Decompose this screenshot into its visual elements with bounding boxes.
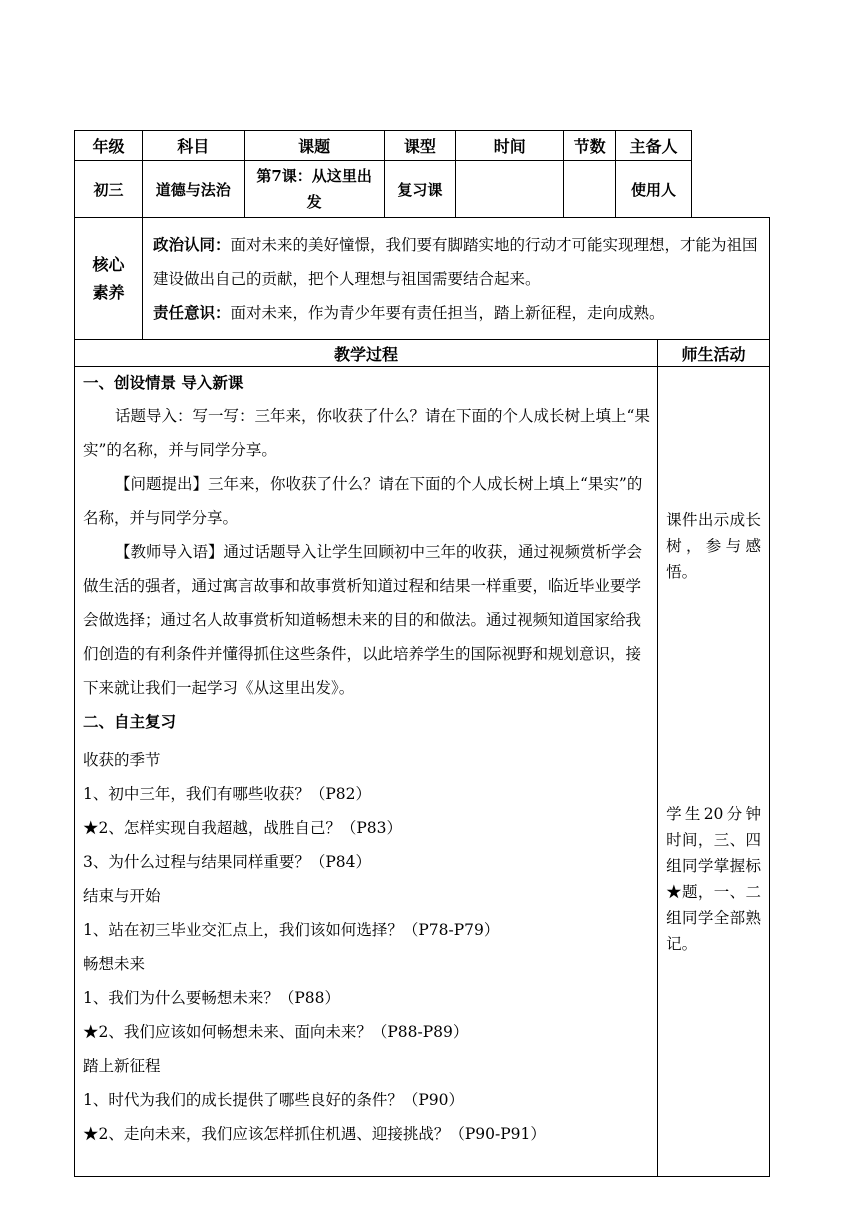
review-item: 踏上新征程 <box>83 1057 161 1075</box>
periods-header: 节数 <box>564 131 616 161</box>
topic-header: 课题 <box>244 131 384 161</box>
activity-2: 学生20分钟时间，三、四组同学掌握标★题，一、二组同学全部熟记。 <box>666 805 761 953</box>
activity-header: 师生活动 <box>658 340 770 367</box>
lead-preparer-header: 主备人 <box>616 131 692 161</box>
review-item: 结束与开始 <box>83 887 161 905</box>
political-identity-text: 面对未来的美好憧憬，我们要有脚踏实地的行动才可能实现理想，才能为祖国建设做出自己的贡献，把个人理想与祖国需要结合起来。 <box>152 235 758 288</box>
review-item: 1、时代为我们的成长提供了哪些良好的条件？（P90） <box>83 1091 465 1109</box>
core-literacy-content <box>142 218 769 340</box>
review-item: ★2、怎样实现自我超越，战胜自己？（P83） <box>83 819 403 837</box>
time-value <box>456 161 564 218</box>
responsibility-text: 面对未来，作为青少年要有责任担当，踏上新征程，走向成熟。 <box>230 303 665 322</box>
teacher-intro: 【教师导入语】通过话题导入让学生回顾初中三年的收获，通过视频赏析学会做生活的强者，通过寓言故事和故事赏析知道过程和结果一样重要，临近毕业要学会做选择；通过名人故事赏析知道畅想未来的目的和做法。通过视频知道国家给我们创造的有利条件并懂得抓住这些条件，以此培养学生的国际视野和规划意识，接下来就让我们一起学习《从这里出发》。 <box>83 543 643 697</box>
political-identity <box>153 228 759 296</box>
political-identity-label: 政治认同： <box>152 234 231 254</box>
info-table <box>74 130 692 218</box>
lesson-plan <box>74 130 770 1177</box>
review-item: 3、为什么过程与结果同样重要？（P84） <box>83 853 372 871</box>
review-item: ★2、走向未来，我们应该怎样抓住机遇、迎接挑战？（P90-P91） <box>83 1125 546 1143</box>
teaching-process-header: 教学过程 <box>75 340 658 367</box>
grade-header: 年级 <box>75 131 143 161</box>
question-raised: 【问题提出】三年来，你收获了什么？请在下面的个人成长树上填上“果实”的名称，并与同学分享。 <box>83 475 643 527</box>
lesson-type-header: 课型 <box>384 131 456 161</box>
topic-value: 第7课：从这里出发 <box>244 161 384 218</box>
responsibility <box>153 296 759 330</box>
user-label: 使用人 <box>616 161 692 218</box>
process-table <box>74 339 770 1177</box>
review-item: 收获的季节 <box>83 751 161 769</box>
review-item: 1、我们为什么要畅想未来？（P88） <box>83 989 341 1007</box>
subject-value: 道德与法治 <box>142 161 244 218</box>
periods-value <box>564 161 616 218</box>
review-item: 1、初中三年，我们有哪些收获？（P82） <box>83 785 372 803</box>
core-literacy-table <box>74 217 770 340</box>
grade-value: 初三 <box>75 161 143 218</box>
section-2-title: 二、自主复习 <box>83 712 177 731</box>
activity-content <box>658 367 770 1177</box>
responsibility-label: 责任意识： <box>152 302 231 322</box>
section-1-title: 一、创设情景 导入新课 <box>83 373 244 392</box>
lesson-type-value: 复习课 <box>384 161 456 218</box>
review-item: ★2、我们应该如何畅想未来、面向未来？（P88-P89） <box>83 1023 469 1041</box>
teaching-process-content <box>75 367 658 1177</box>
core-literacy-label: 核心素养 <box>75 218 143 340</box>
activity-1: 课件出示成长树，参与感悟。 <box>666 511 761 581</box>
review-item: 1、站在初三毕业交汇点上，我们该如何选择？（P78-P79） <box>83 921 500 939</box>
topic-intro: 话题导入：写一写：三年来，你收获了什么？请在下面的个人成长树上填上“果实”的名称，并与同学分享。 <box>83 407 650 459</box>
subject-header: 科目 <box>142 131 244 161</box>
review-item: 畅想未来 <box>83 955 146 973</box>
time-header: 时间 <box>456 131 564 161</box>
